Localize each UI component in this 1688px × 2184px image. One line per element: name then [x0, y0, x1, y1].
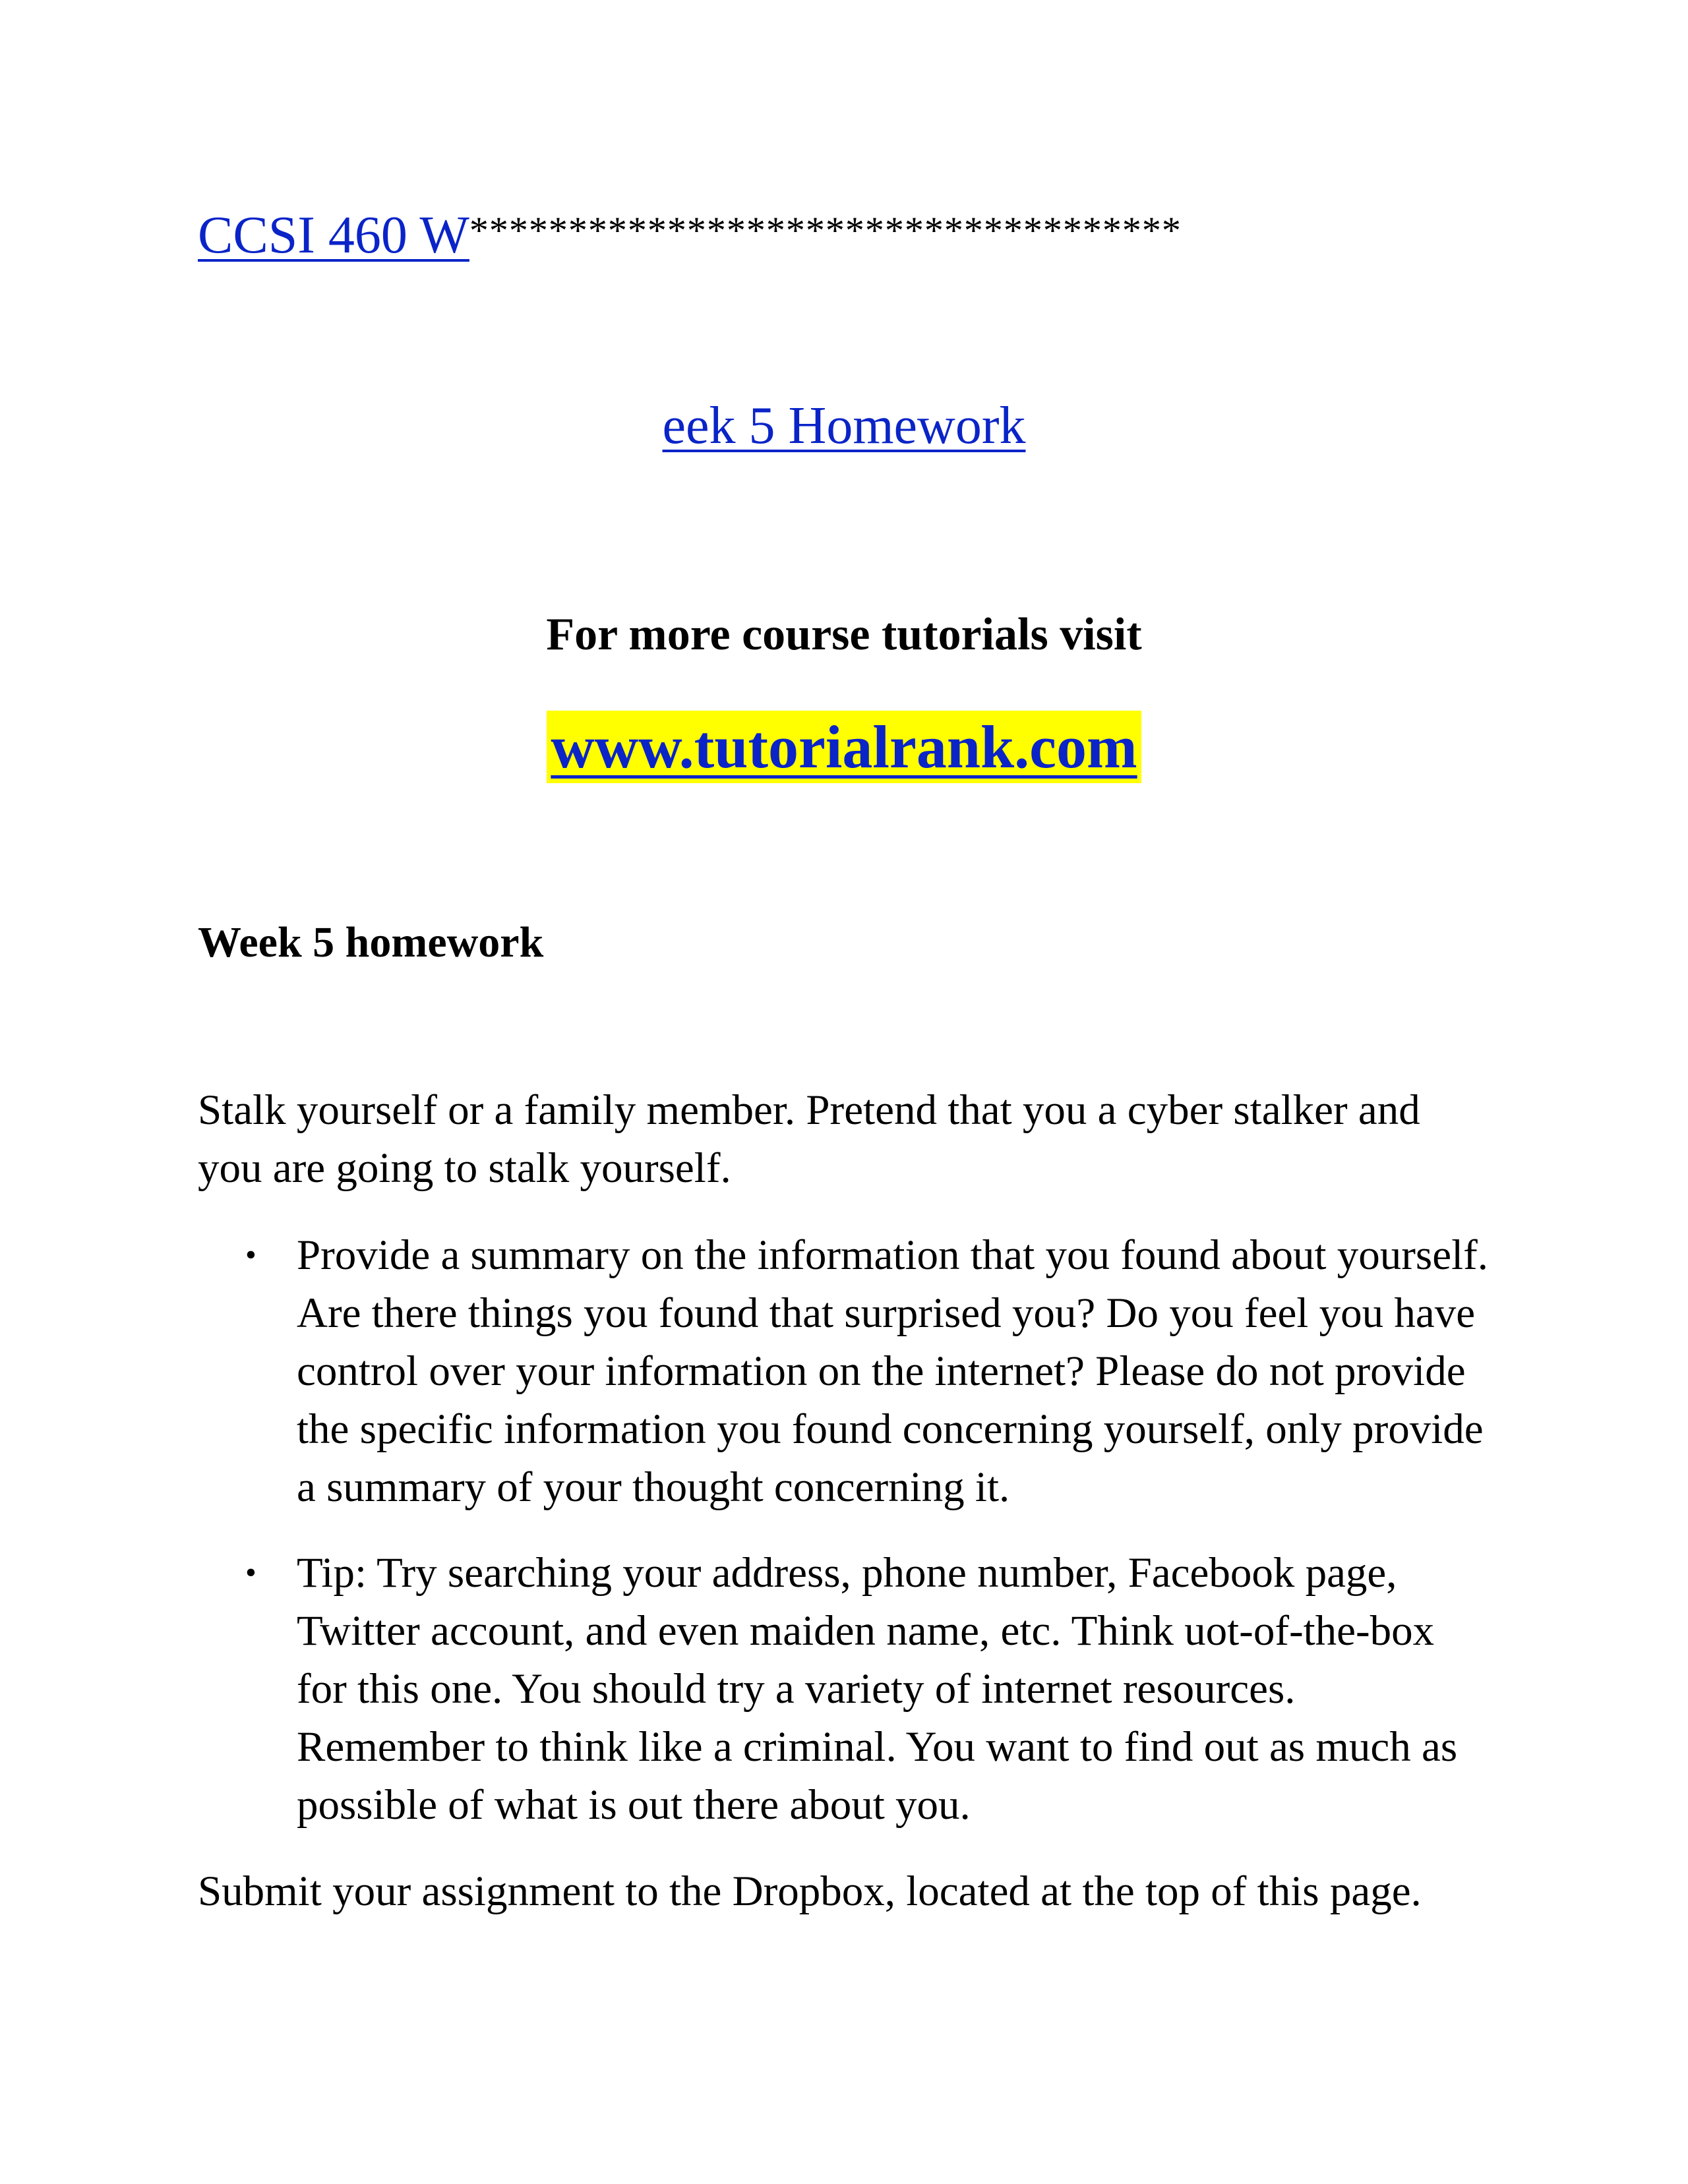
title-asterisks: ************************************	[469, 209, 1182, 252]
list-item	[198, 1544, 1490, 1834]
tutorialrank-link[interactable]: www.tutorialrank.com	[547, 711, 1141, 783]
course-title-link[interactable]: CCSI 460 W	[198, 206, 469, 264]
bullet-icon: •	[245, 1555, 256, 1590]
site-link-wrapper	[0, 711, 1688, 783]
intro-paragraph: Stalk yourself or a family member. Pretend that you a cyber stalker and you are going to stalk yourself.	[198, 1086, 1420, 1192]
instruction-list	[198, 1226, 1490, 1862]
homework-title-link[interactable]: eek 5 Homework	[662, 397, 1026, 455]
list-item-text: Tip: Try searching your address, phone number, Facebook page, Twitter account, and even maiden name, etc. Think uot-of-the-box for this one. You should try a variety of internet resources. Remember to think like a criminal. You want to find out as much as possible of what is out there about you.	[297, 1549, 1458, 1829]
list-item-text: Provide a summary on the information that you found about yourself. Are there things you found that surprised you? Do you feel you have control over your information on the internet? Please do not provide the specific information you found concerning yourself, only provide a summary of your thought concerning it.	[297, 1231, 1489, 1511]
title-line	[198, 198, 1182, 268]
tutorials-promo-text: For more course tutorials visit	[546, 609, 1142, 660]
bullet-icon: •	[245, 1237, 256, 1272]
submit-instructions: Submit your assignment to the Dropbox, located at the top of this page.	[198, 1868, 1422, 1915]
list-item	[198, 1226, 1490, 1516]
week-heading: Week 5 homework	[198, 918, 544, 966]
